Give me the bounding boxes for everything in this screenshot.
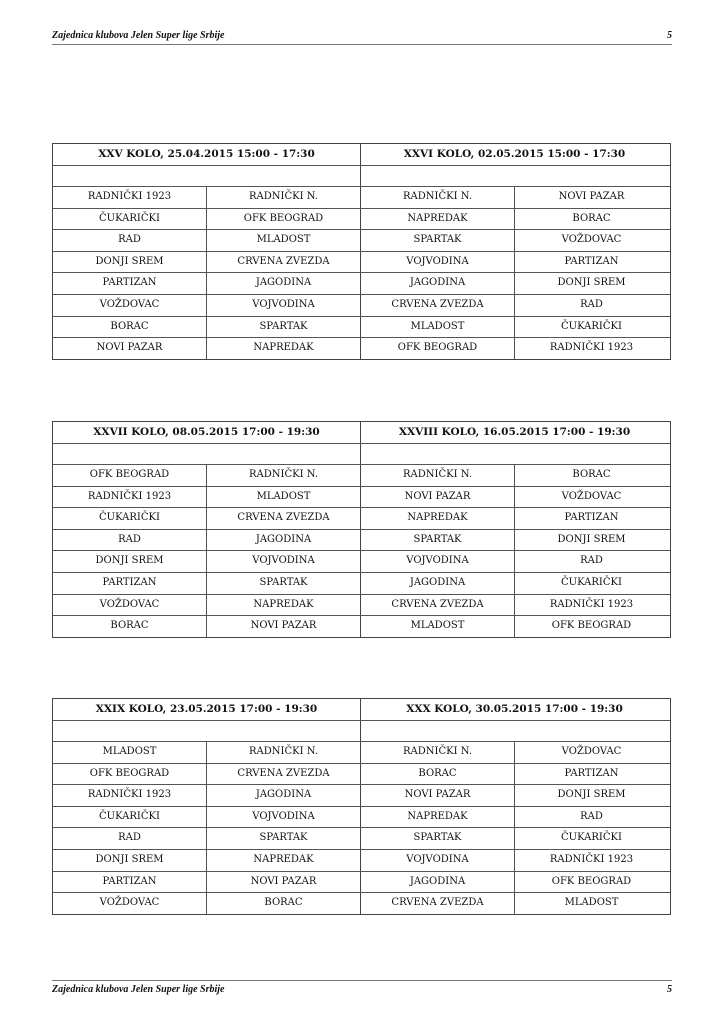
away-team: NAPREDAK <box>206 338 360 359</box>
away-team: RADNIČKI 1923 <box>514 850 668 871</box>
match-row <box>53 807 670 829</box>
match-row <box>53 573 670 595</box>
home-team: PARTIZAN <box>102 875 157 887</box>
home-team: RADNIČKI N. <box>402 469 472 480</box>
home-team: SPARTAK <box>413 533 462 545</box>
home-team: CRVENA ZVEZDA <box>391 598 484 610</box>
empty-row <box>53 166 670 187</box>
home-team: RADNIČKI 1923 <box>87 789 172 801</box>
footer-title: Zajednica klubova Jelen Super lige Srbije <box>52 984 225 995</box>
away-team: CRVENA ZVEZDA <box>206 508 360 529</box>
home-team: MLADOST <box>102 746 157 757</box>
away-team: RADNIČKI 1923 <box>514 595 668 616</box>
away-team: RAD <box>514 295 668 316</box>
away-team: PARTIZAN <box>514 764 668 785</box>
home-team: VOŽDOVAC <box>99 598 160 610</box>
home-team: RAD <box>118 533 141 545</box>
home-team: RADNIČKI N. <box>402 191 472 202</box>
home-team: VOŽDOVAC <box>99 298 160 310</box>
away-team: JAGODINA <box>206 273 360 294</box>
match-row <box>53 209 670 231</box>
away-team: SPARTAK <box>206 573 360 594</box>
away-team: NOVI PAZAR <box>206 872 360 893</box>
away-team: VOJVODINA <box>206 295 360 316</box>
home-team: DONJI SREM <box>95 853 164 865</box>
round-title: XXVII KOLO, 08.05.2015 17:00 - 19:30 <box>93 426 320 438</box>
away-team: OFK BEOGRAD <box>514 616 668 637</box>
home-team: OFK BEOGRAD <box>397 342 478 354</box>
home-team: OFK BEOGRAD <box>89 767 170 779</box>
match-row <box>53 828 670 850</box>
round-title: XXIX KOLO, 23.05.2015 17:00 - 19:30 <box>95 703 318 715</box>
match-row <box>53 508 670 530</box>
away-team: RAD <box>514 551 668 572</box>
match-row <box>53 595 670 617</box>
away-team: OFK BEOGRAD <box>514 872 668 893</box>
home-team: JAGODINA <box>409 576 466 588</box>
match-row <box>53 487 670 509</box>
home-team: BORAC <box>110 320 149 332</box>
header-title: Zajednica klubova Jelen Super lige Srbije <box>52 30 225 41</box>
home-team: MLADOST <box>410 620 465 632</box>
match-row <box>53 465 670 487</box>
away-team: BORAC <box>514 465 668 486</box>
home-team: PARTIZAN <box>102 576 157 588</box>
away-team: MLADOST <box>514 893 668 914</box>
home-team: JAGODINA <box>409 875 466 887</box>
away-team: RADNIČKI N. <box>206 742 360 763</box>
away-team: ČUKARIČKI <box>514 573 668 594</box>
away-team: VOŽDOVAC <box>514 230 668 251</box>
home-team: CRVENA ZVEZDA <box>391 298 484 310</box>
away-team: RADNIČKI 1923 <box>514 338 668 359</box>
match-row <box>53 872 670 894</box>
away-team: PARTIZAN <box>514 252 668 273</box>
match-row <box>53 273 670 295</box>
home-team: NOVI PAZAR <box>404 490 471 502</box>
away-team: PARTIZAN <box>514 508 668 529</box>
match-row <box>53 252 670 274</box>
away-team: JAGODINA <box>206 530 360 551</box>
match-row <box>53 295 670 317</box>
away-team: SPARTAK <box>206 828 360 849</box>
home-team: BORAC <box>418 767 457 779</box>
away-team: ČUKARIČKI <box>514 317 668 338</box>
round-header-row <box>53 144 670 166</box>
home-team: VOJVODINA <box>406 255 469 267</box>
page-header <box>52 30 672 45</box>
footer-page-number: 5 <box>667 984 672 995</box>
match-row <box>53 187 670 209</box>
round-header-row <box>53 699 670 721</box>
header-page-number: 5 <box>667 30 672 41</box>
away-team: BORAC <box>514 209 668 230</box>
match-row <box>53 530 670 552</box>
away-team: NAPREDAK <box>206 850 360 871</box>
away-team: CRVENA ZVEZDA <box>206 252 360 273</box>
home-team: DONJI SREM <box>95 555 164 567</box>
away-team: ČUKARIČKI <box>514 828 668 849</box>
away-team: VOŽDOVAC <box>514 487 668 508</box>
away-team: NAPREDAK <box>206 595 360 616</box>
home-team: JAGODINA <box>409 277 466 289</box>
away-team: DONJI SREM <box>514 785 668 806</box>
page-footer <box>52 980 672 996</box>
away-team: MLADOST <box>206 487 360 508</box>
home-team: OFK BEOGRAD <box>89 469 170 480</box>
home-team: PARTIZAN <box>102 277 157 289</box>
home-team: MLADOST <box>410 320 465 332</box>
home-team: NAPREDAK <box>407 212 468 224</box>
away-team: JAGODINA <box>206 785 360 806</box>
away-team: MLADOST <box>206 230 360 251</box>
away-team: VOJVODINA <box>206 807 360 828</box>
match-row <box>53 850 670 872</box>
away-team: RAD <box>514 807 668 828</box>
away-team: DONJI SREM <box>514 273 668 294</box>
home-team: VOJVODINA <box>406 555 469 567</box>
away-team: CRVENA ZVEZDA <box>206 764 360 785</box>
home-team: RADNIČKI 1923 <box>87 191 172 202</box>
match-row <box>53 230 670 252</box>
match-row <box>53 338 670 359</box>
home-team: RAD <box>118 234 141 246</box>
home-team: RADNIČKI 1923 <box>87 490 172 502</box>
home-team: NAPREDAK <box>407 810 468 822</box>
match-row <box>53 785 670 807</box>
away-team: BORAC <box>206 893 360 914</box>
home-team: RAD <box>118 832 141 844</box>
home-team: VOJVODINA <box>406 853 469 865</box>
home-team: VOŽDOVAC <box>99 897 160 909</box>
away-team: DONJI SREM <box>514 530 668 551</box>
match-row <box>53 742 670 764</box>
empty-row <box>53 444 670 465</box>
round-title: XXX KOLO, 30.05.2015 17:00 - 19:30 <box>406 703 623 715</box>
away-team: VOŽDOVAC <box>514 742 668 763</box>
fixture-table <box>52 143 671 360</box>
away-team: NOVI PAZAR <box>514 187 668 208</box>
empty-row <box>53 721 670 742</box>
match-row <box>53 317 670 339</box>
round-title: XXV KOLO, 25.04.2015 15:00 - 17:30 <box>98 148 315 160</box>
away-team: VOJVODINA <box>206 551 360 572</box>
round-title: XXVI KOLO, 02.05.2015 15:00 - 17:30 <box>403 148 626 160</box>
home-team: SPARTAK <box>413 234 462 246</box>
home-team: ČUKARIČKI <box>99 512 160 524</box>
home-team: NOVI PAZAR <box>96 342 163 354</box>
fixture-table <box>52 698 671 915</box>
round-header-row <box>53 422 670 444</box>
round-title: XXVIII KOLO, 16.05.2015 17:00 - 19:30 <box>398 426 631 438</box>
fixture-table <box>52 421 671 638</box>
away-team: OFK BEOGRAD <box>206 209 360 230</box>
away-team: RADNIČKI N. <box>206 465 360 486</box>
home-team: ČUKARIČKI <box>99 810 160 822</box>
home-team: CRVENA ZVEZDA <box>391 897 484 909</box>
match-row <box>53 764 670 786</box>
home-team: DONJI SREM <box>95 255 164 267</box>
home-team: RADNIČKI N. <box>402 746 472 757</box>
home-team: NOVI PAZAR <box>404 789 471 801</box>
home-team: SPARTAK <box>413 832 462 844</box>
away-team: SPARTAK <box>206 317 360 338</box>
home-team: NAPREDAK <box>407 512 468 524</box>
away-team: NOVI PAZAR <box>206 616 360 637</box>
home-team: ČUKARIČKI <box>99 212 160 224</box>
match-row <box>53 551 670 573</box>
home-team: BORAC <box>110 620 149 632</box>
away-team: RADNIČKI N. <box>206 187 360 208</box>
match-row <box>53 616 670 637</box>
match-row <box>53 893 670 914</box>
